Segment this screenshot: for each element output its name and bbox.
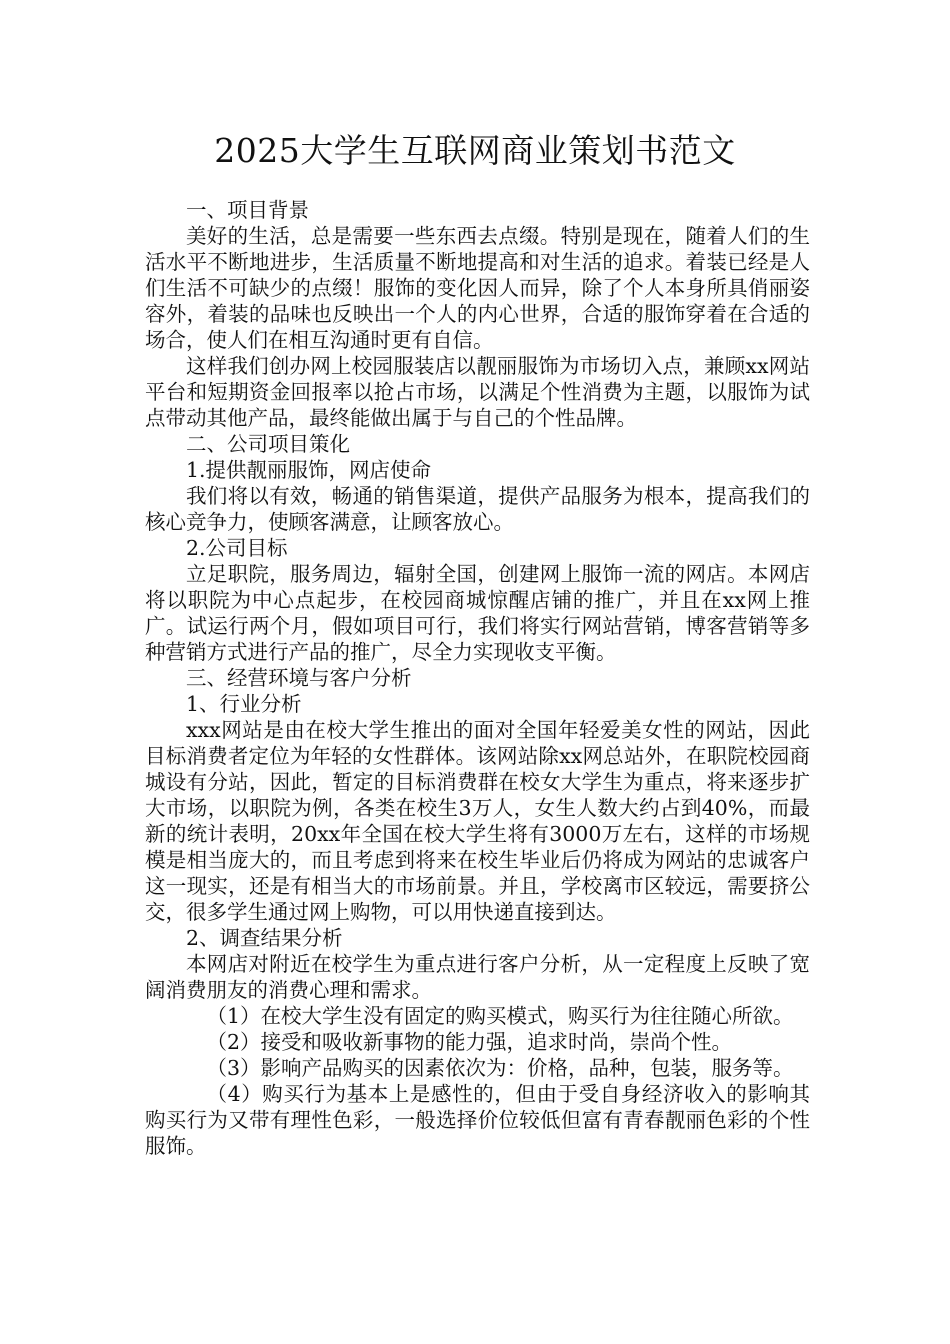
subheading-industry-analysis: 1、行业分析 <box>186 692 302 716</box>
paragraph: xxx网站是由在校大学生推出的面对全国年轻爱美女性的网站，因此目标消费者定位为年轻的女性群体。该网站除xx网总站外，在职院校园商城设有分站，因此，暂定的目标消费群在校女大学生为重点，将来逐步扩大市场，以职院为例，各类在校生3万人，女生人数大约占到40%，而最新的统计表明，20xx年全国在校大学生将有3000万左右，这样的市场规模是相当庞大的，而且考虑到将来在校生毕业后仍将成为网站的忠诚客户这一现实，还是有相当大的市场前景。并且，学校离市区较远，需要挤公交，很多学生通过网上购物，可以用快递直接到达。 <box>145 718 810 924</box>
section-heading-background: 一、项目背景 <box>186 198 309 222</box>
list-item: （3）影响产品购买的因素依次为：价格，品种，包装，服务等。 <box>206 1056 794 1080</box>
list-item: （2）接受和吸收新事物的能力强，追求时尚，崇尚个性。 <box>206 1030 733 1054</box>
paragraph: 立足职院，服务周边，辐射全国，创建网上服饰一流的网店。本网店将以职院为中心点起步，在校园商城惊醒店铺的推广，并且在xx网上推广。试运行两个月，假如项目可行，我们将实行网站营销，博客营销等多种营销方式进行产品的推广，尽全力实现收支平衡。 <box>145 562 810 664</box>
paragraph: 美好的生活，总是需要一些东西去点缀。特别是现在，随着人们的生活水平不断地进步，生活质量不断地提高和对生活的追求。着装已经是人们生活不可缺少的点缀！服饰的变化因人而异，除了个人本身所具俏丽姿容外，着装的品味也反映出一个人的内心世界，合适的服饰穿着在合适的场合，使人们在相互沟通时更有自信。 <box>145 224 810 352</box>
document-title: 2025大学生互联网商业策划书范文 <box>214 131 736 170</box>
paragraph: 我们将以有效，畅通的销售渠道，提供产品服务为根本，提高我们的核心竞争力，使顾客满意，让顾客放心。 <box>145 484 810 534</box>
subheading-goals: 2.公司目标 <box>186 536 288 560</box>
paragraph: 这样我们创办网上校园服装店以靓丽服饰为市场切入点，兼顾xx网站平台和短期资金回报率以抢占市场，以满足个性消费为主题，以服饰为试点带动其他产品，最终能做出属于与自己的个性品牌。 <box>145 354 810 430</box>
section-heading-company-plan: 二、公司项目策化 <box>186 432 350 456</box>
document-body <box>145 197 810 1159</box>
subheading-mission: 1.提供靓丽服饰，网店使命 <box>186 458 432 482</box>
list-item: （4）购买行为基本上是感性的，但由于受自身经济收入的影响其购买行为又带有理性色彩，一般选择价位较低但富有青春靓丽色彩的个性服饰。 <box>145 1082 810 1158</box>
section-heading-environment: 三、经营环境与客户分析 <box>186 666 412 690</box>
subheading-survey-analysis: 2、调查结果分析 <box>186 926 343 950</box>
list-item: （1）在校大学生没有固定的购买模式，购买行为往往随心所欲。 <box>206 1004 794 1028</box>
paragraph: 本网店对附近在校学生为重点进行客户分析，从一定程度上反映了宽阔消费朋友的消费心理和需求。 <box>145 952 810 1002</box>
